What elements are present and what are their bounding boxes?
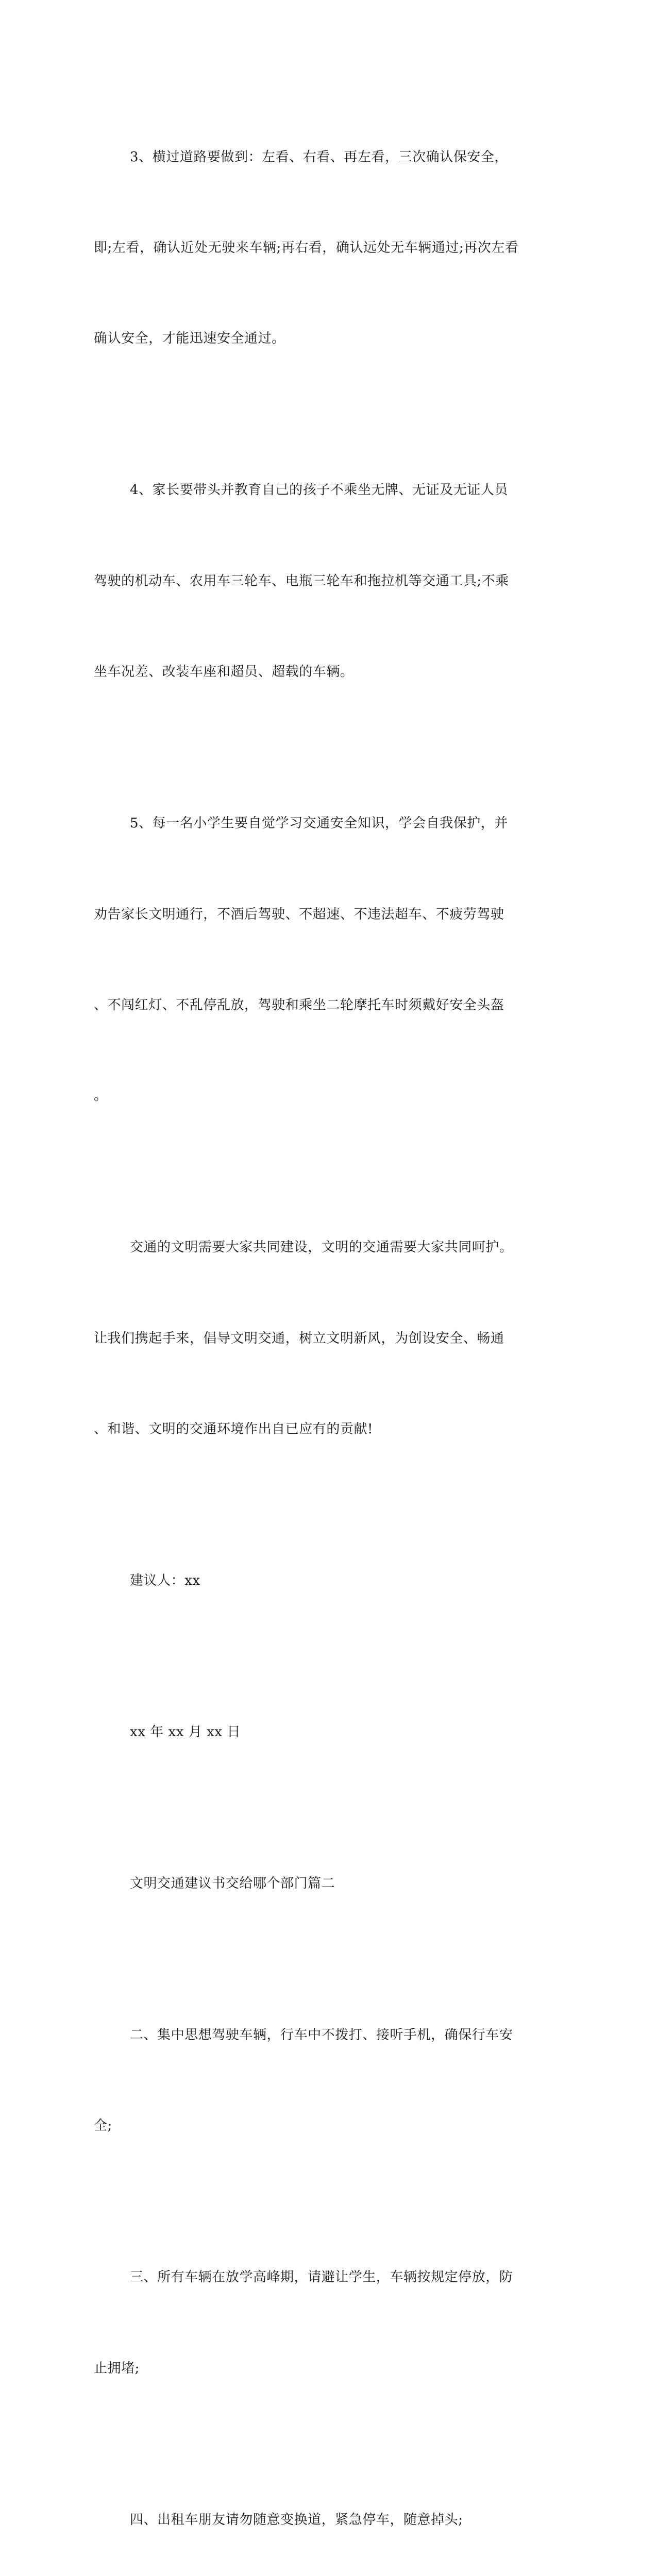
paragraph-rule-5 xyxy=(94,748,537,1172)
text-line: 4、家长要带头并教育自己的孩子不乘坐无牌、无证及无证人员 xyxy=(130,482,508,498)
document-body xyxy=(94,81,537,2576)
text-line: 二、集中思想驾驶车辆，行车中不拨打、接听手机，确保行车安 xyxy=(130,2027,513,2043)
signature-proposer xyxy=(94,1505,537,1656)
signature-date xyxy=(94,1656,537,1808)
text-line: 即;左看，确认近处无驶来车辆;再右看，确认远处无车辆通过;再次左看 xyxy=(94,240,519,256)
text-line: 建议人：xx xyxy=(130,1573,200,1589)
text-line: 确认安全，才能迅速安全通过。 xyxy=(94,331,285,347)
text-line: 止拥堵; xyxy=(94,2360,140,2376)
text-line: 四、出租车朋友请勿随意变换道，紧急停车，随意掉头; xyxy=(130,2512,463,2528)
text-line: 三、所有车辆在放学高峰期，请避让学生，车辆按规定停放，防 xyxy=(130,2269,513,2285)
text-line: 、不闯红灯、不乱停乱放，驾驶和乘坐二轮摩托车时须戴好安全头盔 xyxy=(94,997,504,1013)
text-line: 、和谐、文明的交通环境作出自已应有的贡献! xyxy=(94,1421,373,1437)
text-line: 坐车况差、改装车座和超员、超载的车辆。 xyxy=(94,664,354,680)
text-line: 3、横过道路要做到：左看、右看、再左看，三次确认保安全， xyxy=(130,149,508,165)
text-line: 劝告家长文明通行，不酒后驾驶、不超速、不违法超车、不疲劳驾驶 xyxy=(94,906,504,922)
paragraph-rule-4 xyxy=(94,415,537,748)
text-line: 。 xyxy=(94,1088,108,1104)
text-line: 全; xyxy=(94,2118,112,2134)
paragraph-closing xyxy=(94,1172,537,1505)
text-line: xx 年 xx 月 xx 日 xyxy=(130,1724,241,1740)
paragraph-item-2 xyxy=(94,1959,537,2201)
paragraph-rule-3 xyxy=(94,81,537,415)
text-line: 驾驶的机动车、农用车三轮车、电瓶三轮车和拖拉机等交通工具;不乘 xyxy=(94,573,509,589)
text-line: 交通的文明需要大家共同建设，文明的交通需要大家共同呵护。 xyxy=(130,1240,513,1256)
text-line: 让我们携起手来，倡导文明交通，树立文明新风，为创设安全、畅通 xyxy=(94,1330,504,1346)
paragraph-item-3 xyxy=(94,2202,537,2444)
text-line: 文明交通建议书交给哪个部门篇二 xyxy=(130,1876,335,1892)
section-title xyxy=(94,1808,537,1959)
text-line: 5、每一名小学生要自觉学习交通安全知识，学会自我保护，并 xyxy=(130,816,508,832)
paragraph-item-4 xyxy=(94,2444,537,2576)
